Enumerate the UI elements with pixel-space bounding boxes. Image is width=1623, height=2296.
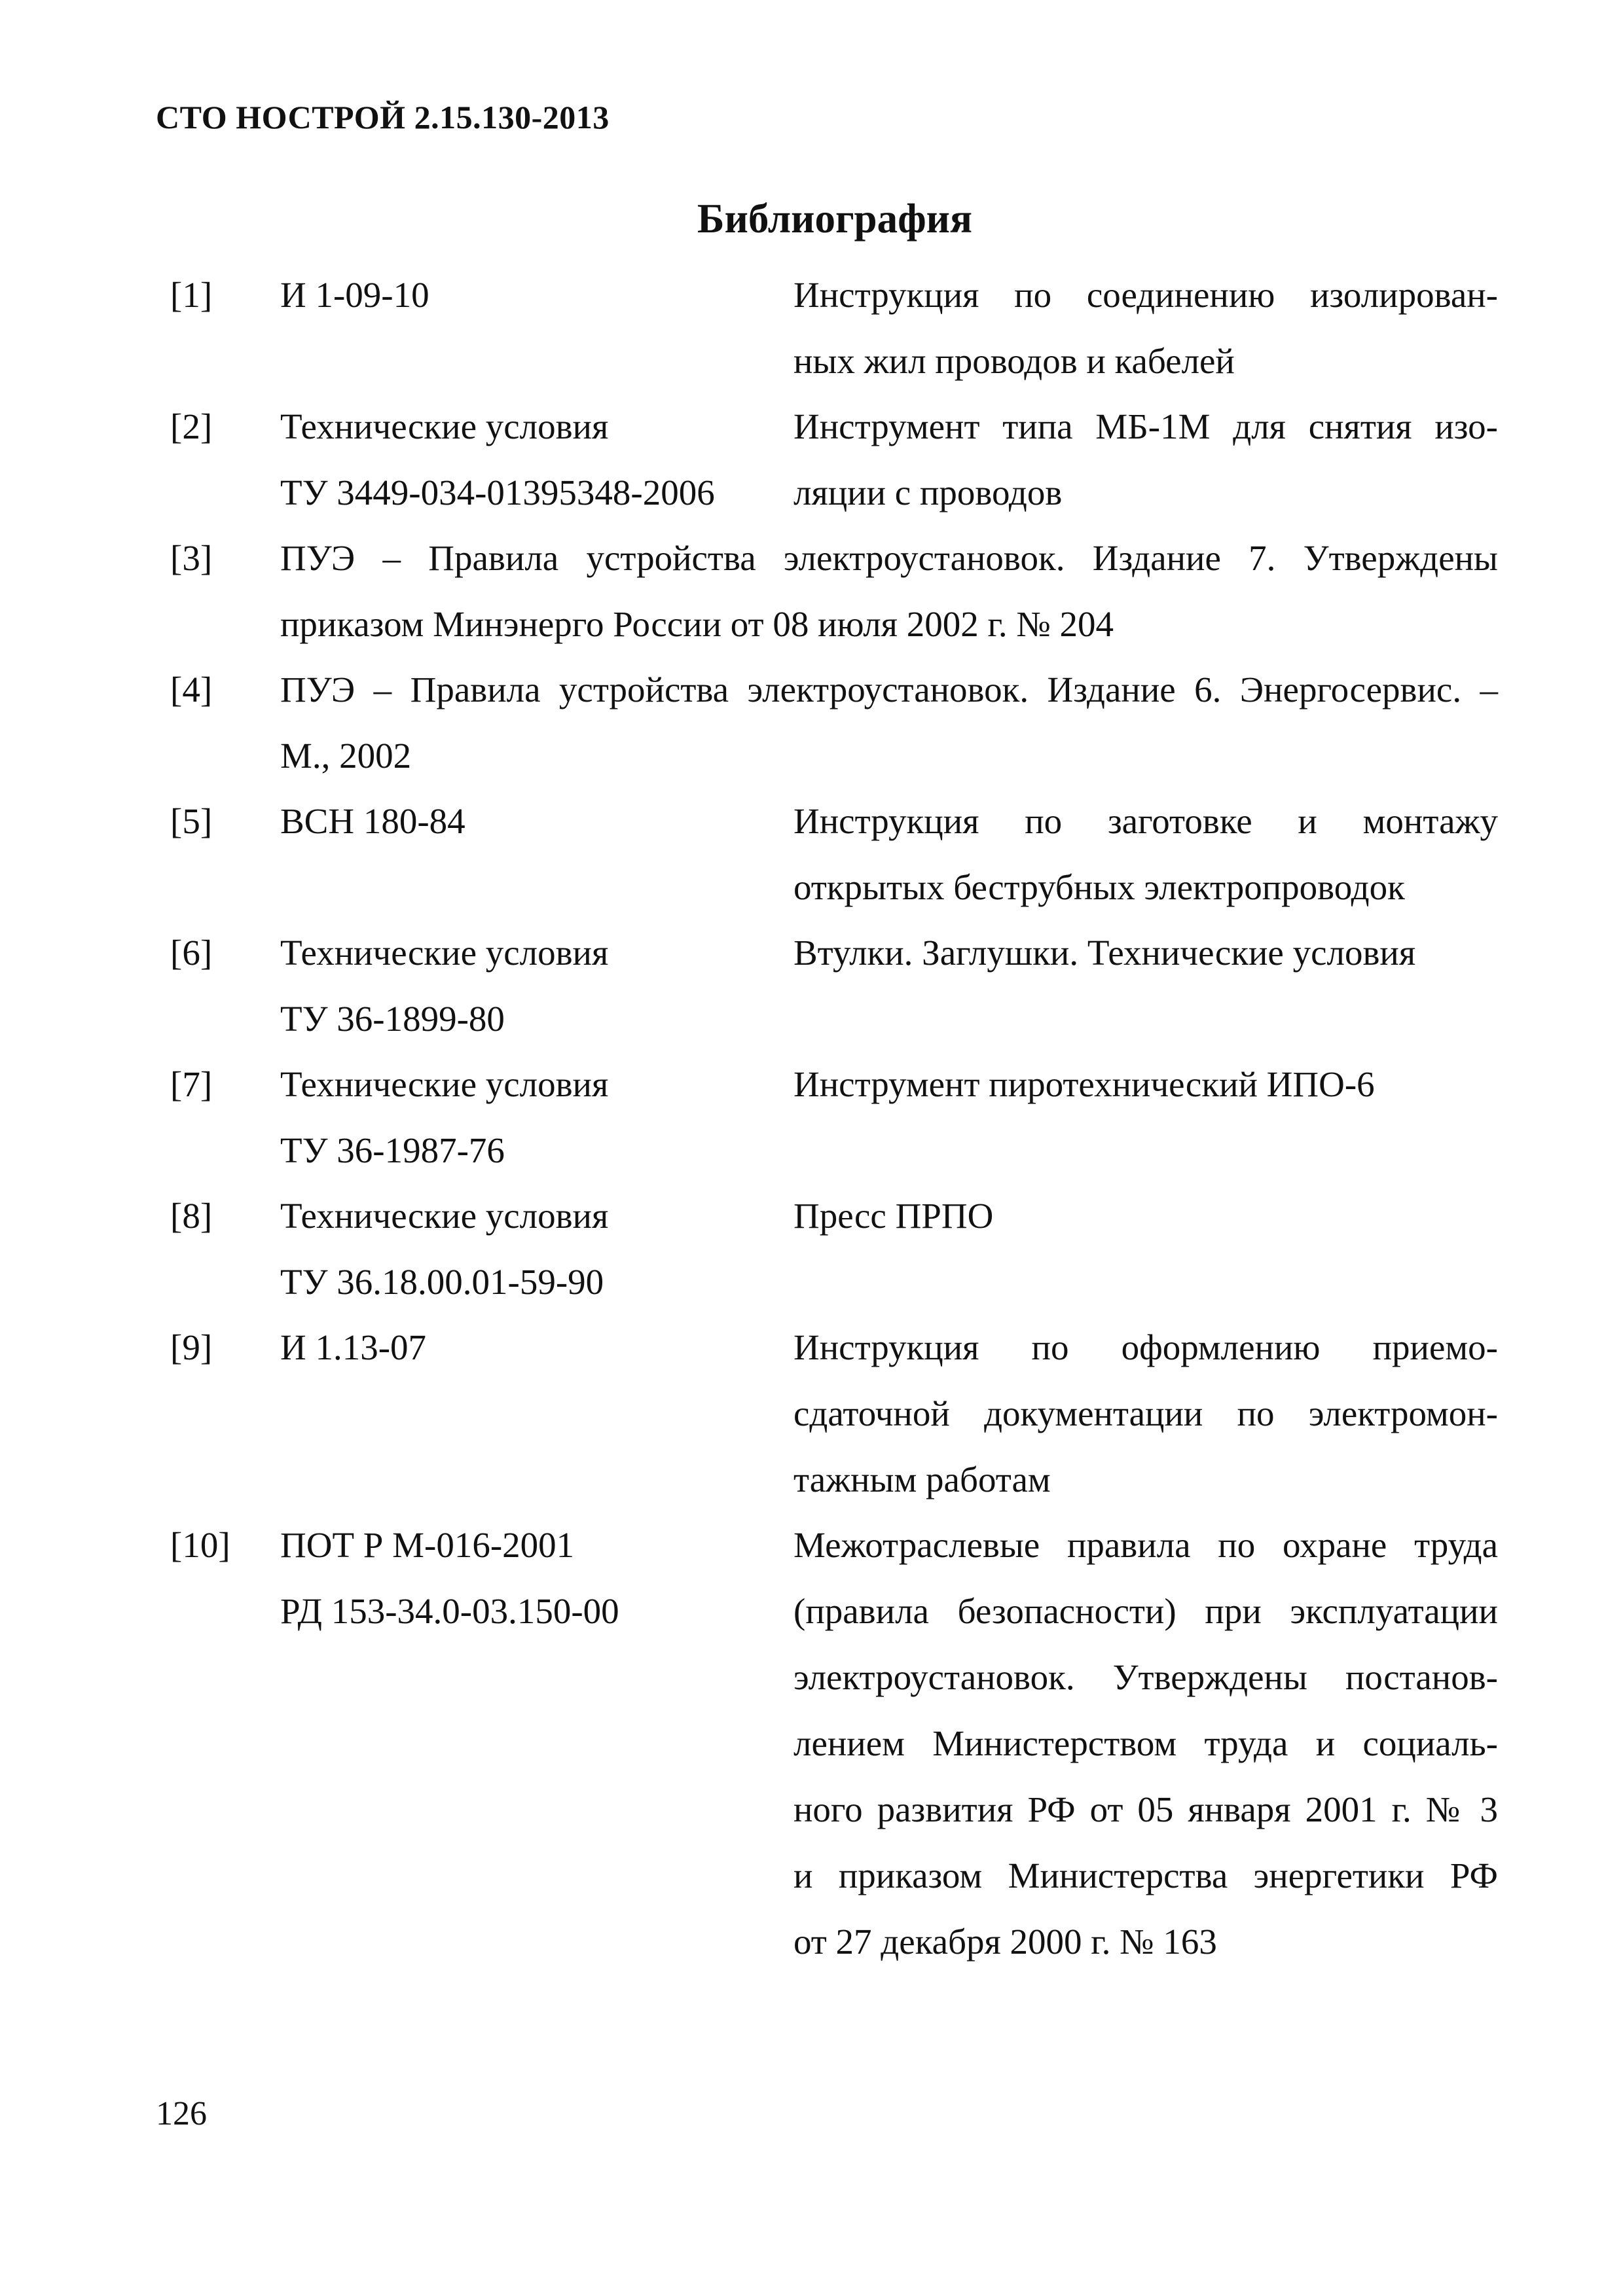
entry-description <box>793 1051 1498 1117</box>
entry-number: [3] <box>170 538 213 578</box>
entry-description-line: открытых беструбных электропроводок <box>793 867 1405 907</box>
entry-code-line: ТУ 36-1899-80 <box>280 999 505 1039</box>
entry-code-line: Технические условия <box>280 1196 609 1236</box>
entry-code-line: ТУ 3449-034-01395348-2006 <box>280 473 715 512</box>
entry-description <box>793 1314 1498 1513</box>
page-number: 126 <box>156 2095 207 2132</box>
entry-description-line: Инструкция по соединению изолирован- <box>793 275 1498 315</box>
entry-code-line: И 1.13-07 <box>280 1327 427 1367</box>
entry-full-text <box>280 525 1498 657</box>
entry-code <box>280 393 715 526</box>
entry-description <box>793 920 1498 986</box>
entry-description <box>793 1183 1498 1249</box>
entry-code-line: Технические условия <box>280 933 609 973</box>
entry-description-line: ляции с проводов <box>793 473 1063 512</box>
entry-description-line: Инструмент пиротехнический ИПО-6 <box>793 1064 1375 1104</box>
entry-number: [2] <box>170 406 213 446</box>
entry-number: [6] <box>170 933 213 973</box>
entry-text-line: ПУЭ – Правила устройства электроустановок. Издание 7. Утверждены <box>280 538 1498 578</box>
entry-description-line: Межотраслевые правила по охране труда <box>793 1525 1498 1565</box>
entry-full-text <box>280 656 1498 789</box>
entry-description <box>793 393 1498 526</box>
entry-text-line: М., 2002 <box>280 736 412 776</box>
entry-text-line: приказом Минэнерго России от 08 июля 2002 г. № 204 <box>280 604 1114 644</box>
page-title: Библиография <box>697 196 973 242</box>
entry-description-line: сдаточной документации по электромон- <box>793 1393 1498 1433</box>
entry-description-line: лением Министерством труда и социаль- <box>793 1723 1498 1763</box>
entry-description-line: Инструкция по оформлению приемо- <box>793 1327 1498 1367</box>
document-header: СТО НОСТРОЙ 2.15.130-2013 <box>156 99 610 135</box>
entry-description-line: тажным работам <box>793 1460 1051 1499</box>
entry-code <box>280 920 608 1052</box>
entry-description <box>793 788 1498 920</box>
entry-code <box>280 1512 619 1644</box>
entry-number: [9] <box>170 1327 213 1367</box>
entry-code-line: ВСН 180-84 <box>280 801 465 841</box>
entry-number: [4] <box>170 670 213 709</box>
entry-code-line: Технические условия <box>280 1064 609 1104</box>
entry-number: [7] <box>170 1064 213 1104</box>
entry-description-line: Инструкция по заготовке и монтажу <box>793 801 1498 841</box>
entry-description-line: ных жил проводов и кабелей <box>793 341 1235 381</box>
entry-description <box>793 1512 1498 1975</box>
entry-number: [5] <box>170 801 213 841</box>
entry-text-line: ПУЭ – Правила устройства электроустановок. Издание 6. Энергосервис. – <box>280 670 1498 709</box>
entry-description-line: Пресс ПРПО <box>793 1196 994 1236</box>
entry-code <box>280 1183 608 1315</box>
entry-code-line: ТУ 36.18.00.01-59-90 <box>280 1262 604 1302</box>
entry-description-line: ного развития РФ от 05 января 2001 г. № 3 <box>793 1789 1498 1829</box>
entry-code <box>280 1051 608 1183</box>
entry-description-line: (правила безопасности) при эксплуатации <box>793 1591 1498 1631</box>
entry-code <box>280 262 429 328</box>
entry-code <box>280 788 465 854</box>
entry-description-line: и приказом Министерства энергетики РФ <box>793 1856 1498 1895</box>
entry-description-line: Инструмент типа МБ-1М для снятия изо- <box>793 406 1498 446</box>
entry-description-line: Втулки. Заглушки. Технические условия <box>793 933 1416 973</box>
entry-number: [1] <box>170 275 213 315</box>
entry-description-line: от 27 декабря 2000 г. № 163 <box>793 1922 1217 1962</box>
entry-description <box>793 262 1498 394</box>
entry-number: [10] <box>170 1525 230 1565</box>
entry-description-line: электроустановок. Утверждены постанов- <box>793 1657 1498 1697</box>
entry-code-line: ПОТ Р М-016-2001 <box>280 1525 575 1565</box>
entry-code-line: И 1-09-10 <box>280 275 429 315</box>
entry-code-line: РД 153-34.0-03.150-00 <box>280 1591 619 1631</box>
entry-code-line: ТУ 36-1987-76 <box>280 1130 505 1170</box>
entry-number: [8] <box>170 1196 213 1236</box>
entry-code-line: Технические условия <box>280 406 609 446</box>
entry-code <box>280 1314 426 1380</box>
